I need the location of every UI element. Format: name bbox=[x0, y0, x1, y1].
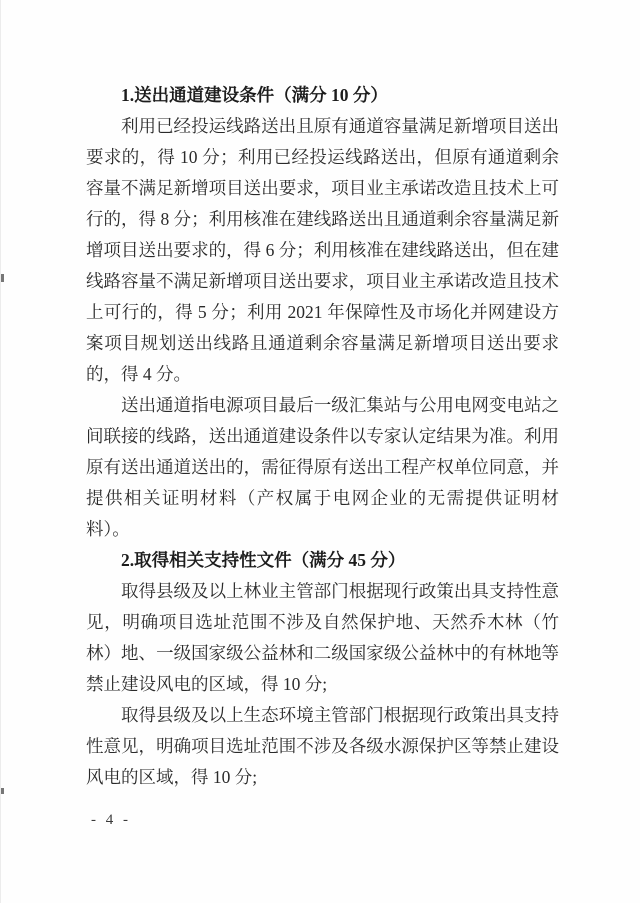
section-1-heading: 1.送出通道建设条件（满分 10 分） bbox=[121, 85, 388, 105]
section-2-paragraph-1: 取得县级及以上林业主管部门根据现行政策出具支持性意见，明确项目选址范围不涉及自然保护地、天然乔木林（竹林）地、一级国家级公益林和二级国家级公益林中的有林地等禁止建设风电的区域，得 10 分; bbox=[86, 581, 559, 694]
section-1-paragraph-2: 送出通道指电源项目最后一级汇集站与公用电网变电站之间联接的线路，送出通道建设条件以专家认定结果为准。利用原有送出通道送出的，需征得原有送出工程产权单位同意，并提供相关证明材料（产权属于电网企业的无需提供证明材料）。 bbox=[86, 395, 559, 539]
scan-artifact bbox=[1, 788, 4, 794]
section-2-paragraph-2: 取得县级及以上生态环境主管部门根据现行政策出具支持性意见，明确项目选址范围不涉及各级水源保护区等禁止建设风电的区域，得 10 分; bbox=[86, 705, 559, 787]
scan-artifact bbox=[1, 274, 4, 282]
page-number: - 4 - bbox=[91, 812, 131, 828]
section-2-heading: 2.取得相关支持性文件（满分 45 分） bbox=[121, 550, 406, 570]
section-1-paragraph-1: 利用已经投运线路送出且原有通道容量满足新增项目送出要求的，得 10 分；利用已经投运线路送出，但原有通道剩余容量不满足新增项目送出要求，项目业主承诺改造且技术上可行的，得 8 分；利用核准在建线路送出且通道剩余容量满足新增项目送出要求的，得 6 分；利用核准在建线路送出，但在建线路容量不满足新增项目送出要求，项目业主承诺改造且技术上可行的，得 5 分；利用 2021 年保障性及市场化并网建设方案项目规划送出线路且通道剩余容量满足新增项目送出要求的，得 4 分。 bbox=[86, 116, 559, 384]
document-content bbox=[86, 80, 559, 793]
